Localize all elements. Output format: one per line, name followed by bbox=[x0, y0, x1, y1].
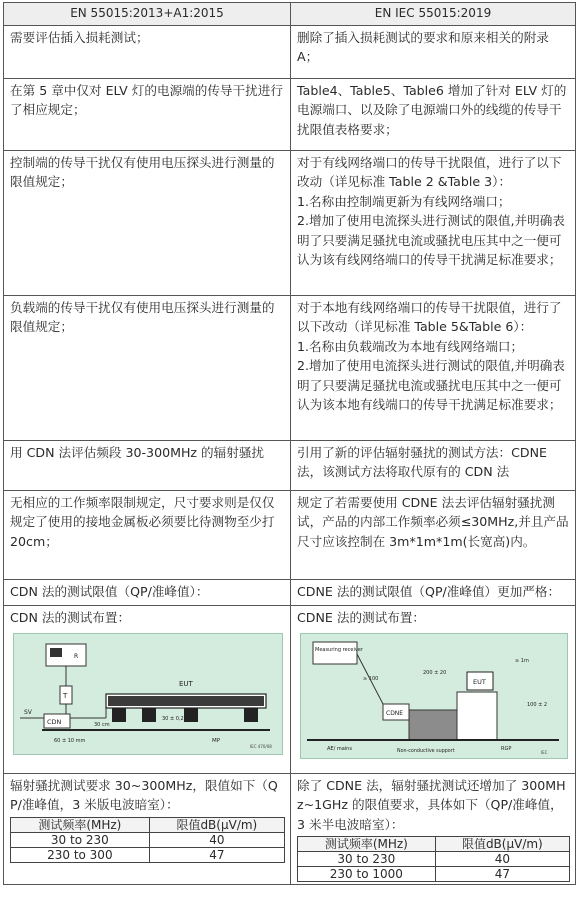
table-row bbox=[4, 78, 576, 150]
limits-cell: 30 to 230 bbox=[11, 832, 150, 847]
setup-caption: CDN 法的测试布置： bbox=[10, 609, 131, 625]
mp-label: MP bbox=[211, 738, 220, 744]
limits-row bbox=[11, 847, 285, 862]
limits-header: 限值dB(μV/m) bbox=[435, 837, 569, 852]
limits-header-row bbox=[298, 837, 570, 852]
limits-header: 限值dB(μV/m) bbox=[149, 817, 284, 832]
new-cell-line: 1.名称由控制端更新为有线网络端口； bbox=[297, 193, 511, 209]
old-cell: 在第 5 章中仅对 ELV 灯的电源端的传导干扰进行了相应规定； bbox=[4, 78, 291, 150]
new-limits-table bbox=[297, 836, 570, 882]
new-cell-line: 1.名称由负载端改为本地有线网络端口； bbox=[297, 338, 524, 354]
cdne-setup-figure bbox=[300, 633, 568, 759]
new-cell: 规定了若需要使用 CDNE 法去评估辐射骚扰测试，产品的内部工作频率必须≤30MHz,并且产品尺寸应该控制在 3m*1m*1m(长宽高)内。 bbox=[291, 490, 576, 579]
limits-header-row bbox=[11, 817, 285, 832]
limits-row bbox=[298, 852, 570, 867]
new-cell-line: 对于本地有线网络端口的传导干扰限值，进行了以下改动（详见标准 Table 5&Table 6）： bbox=[297, 299, 562, 334]
new-cell bbox=[291, 150, 576, 295]
header-row bbox=[4, 3, 576, 26]
receiver-screen bbox=[50, 648, 62, 657]
limits-cell: 230 to 300 bbox=[11, 847, 150, 862]
table-row bbox=[4, 773, 576, 885]
new-cell: CDNE 法的测试限值（QP/准峰值）更加严格： bbox=[291, 579, 576, 605]
new-cell: 删除了插入损耗测试的要求和原来相关的附录 A； bbox=[291, 25, 576, 78]
new-cell bbox=[291, 773, 576, 885]
eut-label: EUT bbox=[472, 678, 486, 686]
eut-label: EUT bbox=[178, 680, 193, 688]
dim-label: ≥ 100 bbox=[362, 676, 378, 682]
receiver-label: Measuring receiver bbox=[314, 647, 363, 653]
ae-label: AE/ mains bbox=[326, 746, 352, 752]
table-row bbox=[4, 490, 576, 579]
old-limits-table bbox=[10, 817, 285, 863]
old-cell bbox=[4, 605, 291, 773]
receiver-label: R bbox=[73, 653, 78, 660]
support-block bbox=[112, 708, 126, 722]
old-cell: 用 CDN 法评估频段 30-300MHz 的辐射骚扰 bbox=[4, 440, 291, 490]
cdne-label: CDNE bbox=[385, 710, 403, 717]
table-row bbox=[4, 150, 576, 295]
comparison-table bbox=[3, 2, 576, 885]
limits-cell: 40 bbox=[149, 832, 284, 847]
cable-region bbox=[409, 710, 457, 740]
limits-intro: 除了 CDNE 法，辐射骚扰测试还增加了 300MHz~1GHz 的限值要求，具体如下（QP/准峰值，3 米半电波暗室）： bbox=[297, 777, 566, 832]
attenuator-label: T bbox=[62, 692, 67, 700]
old-cell bbox=[4, 773, 291, 885]
old-cell: 控制端的传导干扰仅有使用电压探头进行测量的限值规定； bbox=[4, 150, 291, 295]
dim-label: ≥ 1m bbox=[514, 658, 529, 664]
old-cell: CDN 法的测试限值（QP/准峰值）： bbox=[4, 579, 291, 605]
new-cell bbox=[291, 605, 576, 773]
cdn-setup-figure bbox=[13, 633, 283, 755]
support bbox=[457, 692, 497, 740]
eut-tube bbox=[108, 696, 264, 706]
limits-header: 测试频率(MHz) bbox=[298, 837, 436, 852]
limits-row bbox=[11, 832, 285, 847]
header-new-standard: EN IEC 55015:2019 bbox=[291, 3, 576, 26]
old-cell: 负载端的传导干扰仅有使用电压探头进行测量的限值规定； bbox=[4, 295, 291, 440]
setup-caption: CDNE 法的测试布置： bbox=[297, 609, 426, 625]
dim-label: 30 cm bbox=[93, 722, 110, 728]
new-cell-line: 2.增加了使用电流探头进行测试的限值,并明确表明了只要满足骚扰电流或骚扰电压其中之一便可认为该本地有线端口的传导干扰满足标准要求； bbox=[297, 358, 565, 412]
support-block bbox=[142, 708, 156, 722]
receiver-box bbox=[313, 642, 357, 664]
table-row bbox=[4, 440, 576, 490]
limits-cell: 230 to 1000 bbox=[298, 867, 436, 882]
limits-header: 测试频率(MHz) bbox=[11, 817, 150, 832]
limits-row bbox=[298, 867, 570, 882]
limits-cell: 40 bbox=[435, 852, 569, 867]
dim-label: 60 ± 10 mm bbox=[53, 738, 85, 744]
table-row bbox=[4, 579, 576, 605]
limits-cell: 47 bbox=[435, 867, 569, 882]
new-cell-line: 2.增加了使用电流探头进行测试的限值,并明确表明了只要满足骚扰电流或骚扰电压其中之一便可认为该有线网络端口的传导干扰满足标准要求； bbox=[297, 213, 565, 267]
limits-intro: 辐射骚扰测试要求 30~300MHz，限值如下（QP/准峰值，3 米版电波暗室）： bbox=[10, 777, 278, 812]
limits-cell: 30 to 230 bbox=[298, 852, 436, 867]
limits-cell: 47 bbox=[149, 847, 284, 862]
dim-label: 100 ± 2 bbox=[526, 702, 547, 708]
dim-label: 30 ± 0,2 mm bbox=[161, 716, 195, 722]
iec-label: IEC bbox=[540, 750, 547, 755]
iec-label: IEC 470/08 bbox=[249, 744, 272, 749]
header-old-standard: EN 55015:2013+A1:2015 bbox=[4, 3, 291, 26]
new-cell: 引用了新的评估辐射骚扰的测试方法：CDNE法，该测试方法将取代原有的 CDN 法 bbox=[291, 440, 576, 490]
new-cell bbox=[291, 295, 576, 440]
sv-label: SV bbox=[23, 709, 32, 716]
old-cell: 需要评估插入损耗测试； bbox=[4, 25, 291, 78]
table-row bbox=[4, 25, 576, 78]
support-label: Non-conductive support bbox=[396, 749, 455, 754]
rgp-label: RGP bbox=[500, 746, 511, 752]
new-cell: Table4、Table5、Table6 增加了针对 ELV 灯的电源端口、以及除了电源端口外的线缆的传导干扰限值表格要求； bbox=[291, 78, 576, 150]
dim-label: 200 ± 20 bbox=[422, 670, 446, 676]
old-cell: 无相应的工作频率限制规定，尺寸要求则是仅仅规定了使用的接地金属板必须要比待测物至少打 20cm； bbox=[4, 490, 291, 579]
cdn-label: CDN bbox=[46, 718, 61, 726]
table-row bbox=[4, 295, 576, 440]
support-block bbox=[244, 708, 258, 722]
table-row bbox=[4, 605, 576, 773]
new-cell-line: 对于有线网络端口的传导干扰限值，进行了以下改动（详见标准 Table 2 &Table 3）： bbox=[297, 154, 562, 189]
